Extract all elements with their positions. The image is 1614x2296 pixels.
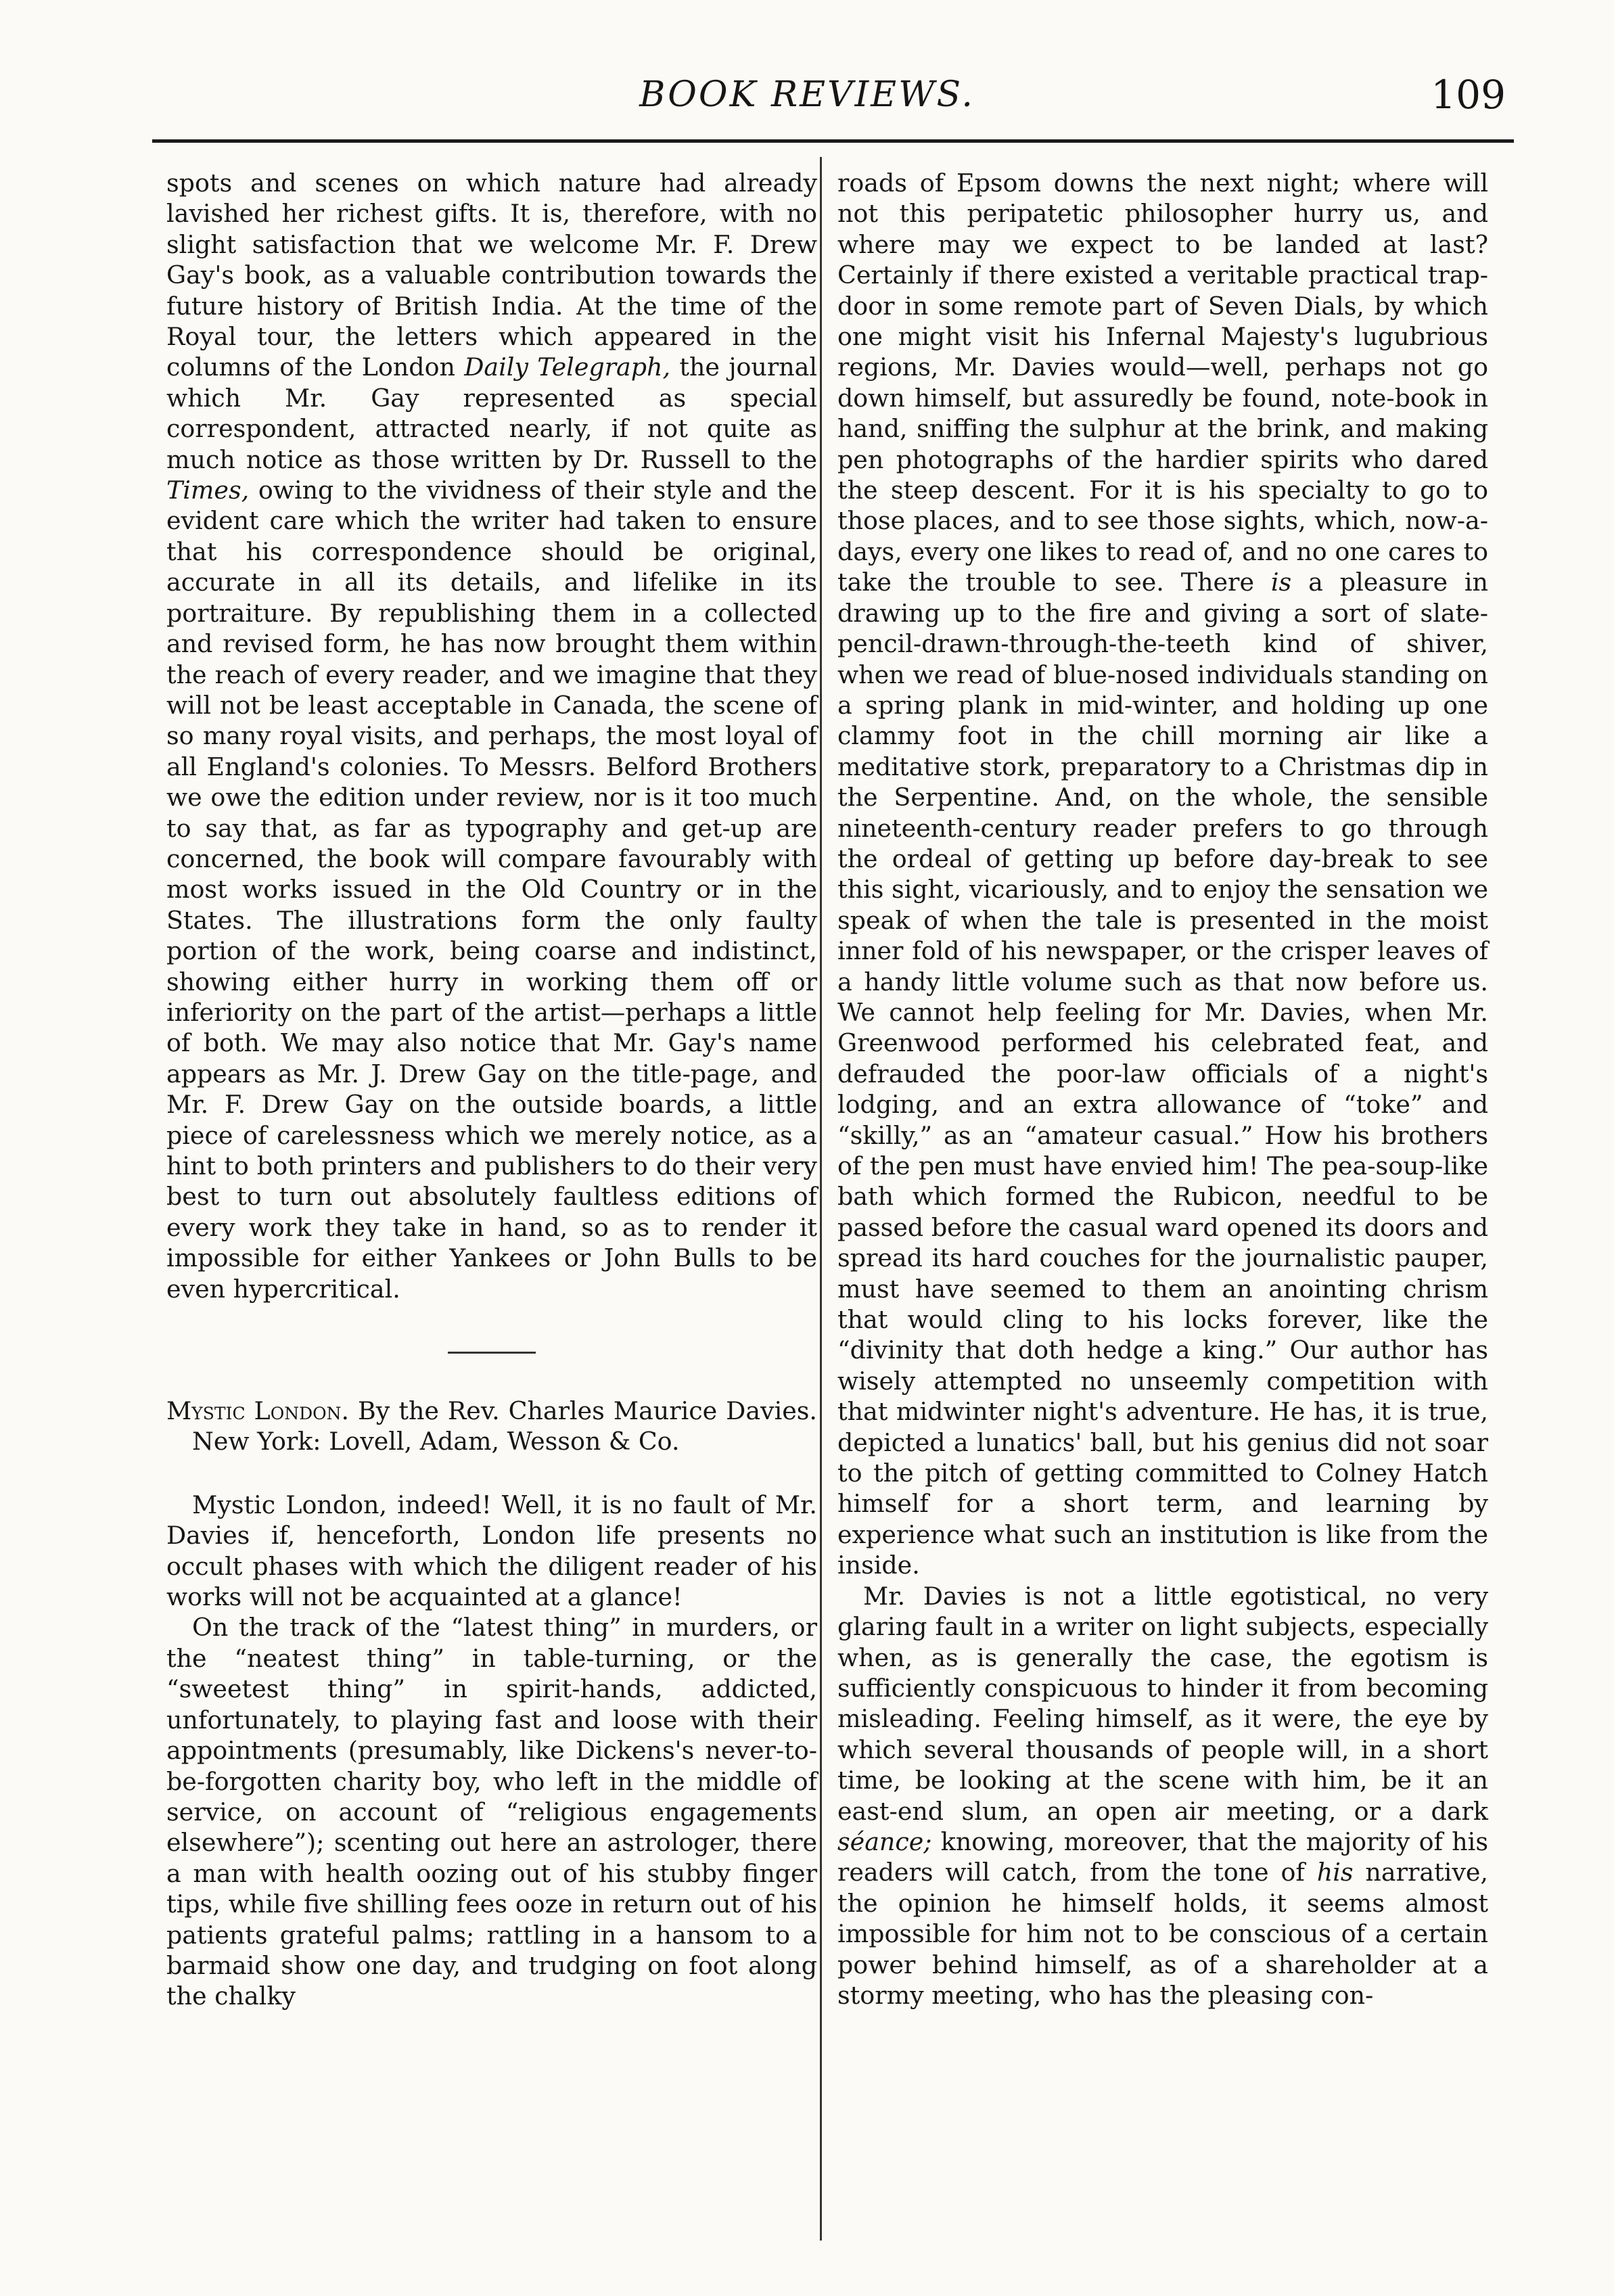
header-rule (152, 139, 1514, 143)
paragraph: On the track of the “latest thing” in murders, or the “neatest thing” in table-turning, or the “sweetest thing” in spirit-hands, addicted, unfortunately, to playing fast and loose with their appointments (presumably, like Dickens's never-to-be-forgotten charity boy, who left in the middle of service, on account of “religious engagements elsewhere”); scenting out here an astrologer, there a man with health oozing out of his stubby finger tips, while five shilling fees ooze in return out of his patients grateful palms; rattling in a hansom to a barmaid show one day, and trudging on foot along the chalky (166, 1613, 817, 2011)
newspaper-title: Times, (166, 476, 250, 505)
right-column (837, 168, 1488, 2011)
paragraph: Mr. Davies is not a little egotistical, no very glaring fault in a writer on light subjects, especially when, as is generally the case, the egotism is sufficiently conspicuous to hinder it from becoming misleading. Feeling himself, as it were, the eye by which several thousands of people will, in a short time, be looking at the scene with him, be it an east-end slum, an open air meeting, or a dark séance; knowing, moreover, that the majority of his readers will catch, from the tone of his narrative, the opinion he himself holds, it seems almost impossible for him not to be conscious of a certain power behind himself, as of a shareholder at a stormy meeting, who has the pleasing con- (837, 1581, 1488, 2010)
paragraph-continued: spots and scenes on which nature had already lavished her richest gifts. It is, therefore, with no slight satisfaction that we welcome Mr. F. Drew Gay's book, as a valuable contribution towards the future history of British India. At the time of the Royal tour, the letters which appeared in the columns of the London Daily Telegraph, the journal which Mr. Gay represented as special correspondent, attracted nearly, if not quite as much notice as those written by Dr. Russell to the Times, owing to the vividness of their style and the evident care which the writer had taken to ensure that his correspondence should be original, accurate in all its details, and lifelike in its portraiture. By republishing them in a collected and revised form, he has now brought them within the reach of every reader, and we imagine that they will not be least acceptable in Canada, the scene of so many royal visits, and perhaps, the most loyal of all England's colonies. To Messrs. Belford Brothers we owe the edition under review, nor is it too much to say that, as far as typography and get-up are concerned, the book will compare favourably with most works issued in the Old Country or in the States. The illustrations form the only faulty portion of the work, being coarse and indistinct, showing either hurry in working them off or inferiority on the part of the artist—perhaps a little of both. We may also notice that Mr. Gay's name appears as Mr. J. Drew Gay on the title-page, and Mr. F. Drew Gay on the outside boards, a little piece of carelessness which we merely notice, as a hint to both printers and publishers to do their very best to turn out absolutely faultless editions of every work they take in hand, so as to render it impossible for either Yankees or John Bulls to be even hypercritical. (166, 168, 817, 1304)
running-title: BOOK REVIEWS. (639, 74, 975, 115)
left-column (166, 168, 817, 2012)
page-number: 109 (1431, 72, 1506, 118)
section-divider (448, 1352, 536, 1354)
column-divider (820, 157, 822, 2241)
book-citation: By the Rev. Charles Maurice Davies. New York: Lovell, Adam, Wesson & Co. (192, 1396, 817, 1456)
review-notice (166, 1396, 817, 1457)
running-head (0, 62, 1614, 123)
book-title: Mystic London. (166, 1396, 350, 1426)
paragraph-continued: roads of Epsom downs the next night; where will not this peripatetic philosopher hurry us, and where may we expect to be landed at last? Certainly if there existed a veritable practical trap-door in some remote part of Seven Dials, by which one might visit his Infernal Majesty's lugubrious regions, Mr. Davies would—well, perhaps not go down himself, but assuredly be found, note-book in hand, sniffing the sulphur at the brink, and making pen photographs of the hardier spirits who dared the steep descent. For it is his specialty to go to those places, and to see those sights, which, now-a-days, every one likes to read of, and no one cares to take the trouble to see. There is a pleasure in drawing up to the fire and giving a sort of slate-pencil-drawn-through-the-teeth kind of shiver, when we read of blue-nosed individuals standing on a spring plank in mid-winter, and holding up one clammy foot in the chill morning air like a meditative stork, preparatory to a Christmas dip in the Serpentine. And, on the whole, the sensible nineteenth-century reader prefers to go through the ordeal of getting up before day-break to see this sight, vicariously, and to enjoy the sensation we speak of when the tale is presented in the moist inner fold of his newspaper, or the crisper leaves of a handy little volume such as that now before us. We cannot help feeling for Mr. Davies, when Mr. Greenwood performed his celebrated feat, and defrauded the poor-law officials of a night's lodging, and an extra allowance of “toke” and “skilly,” as an “amateur casual.” How his brothers of the pen must have envied him! The pea-soup-like bath which formed the Rubicon, needful to be passed before the casual ward opened its doors and spread its hard couches for the journalistic pauper, must have seemed to them an anointing chrism that would cling to his locks forever, like the “divinity that doth hedge a king.” Our author has wisely attempted no unseemly competition with that midwinter night's adventure. He has, it is true, depicted a lunatics' ball, but his genius did not soar to the pitch of getting committed to Colney Hatch himself for a short term, and learning by experience what such an institution is like from the inside. (837, 168, 1489, 1580)
paragraph: Mystic London, indeed! Well, it is no fault of Mr. Davies if, henceforth, London life presents no occult phases with which the diligent reader of his works will not be acquainted at a glance! (166, 1490, 817, 1612)
newspaper-title: Daily Telegraph, (464, 352, 671, 382)
